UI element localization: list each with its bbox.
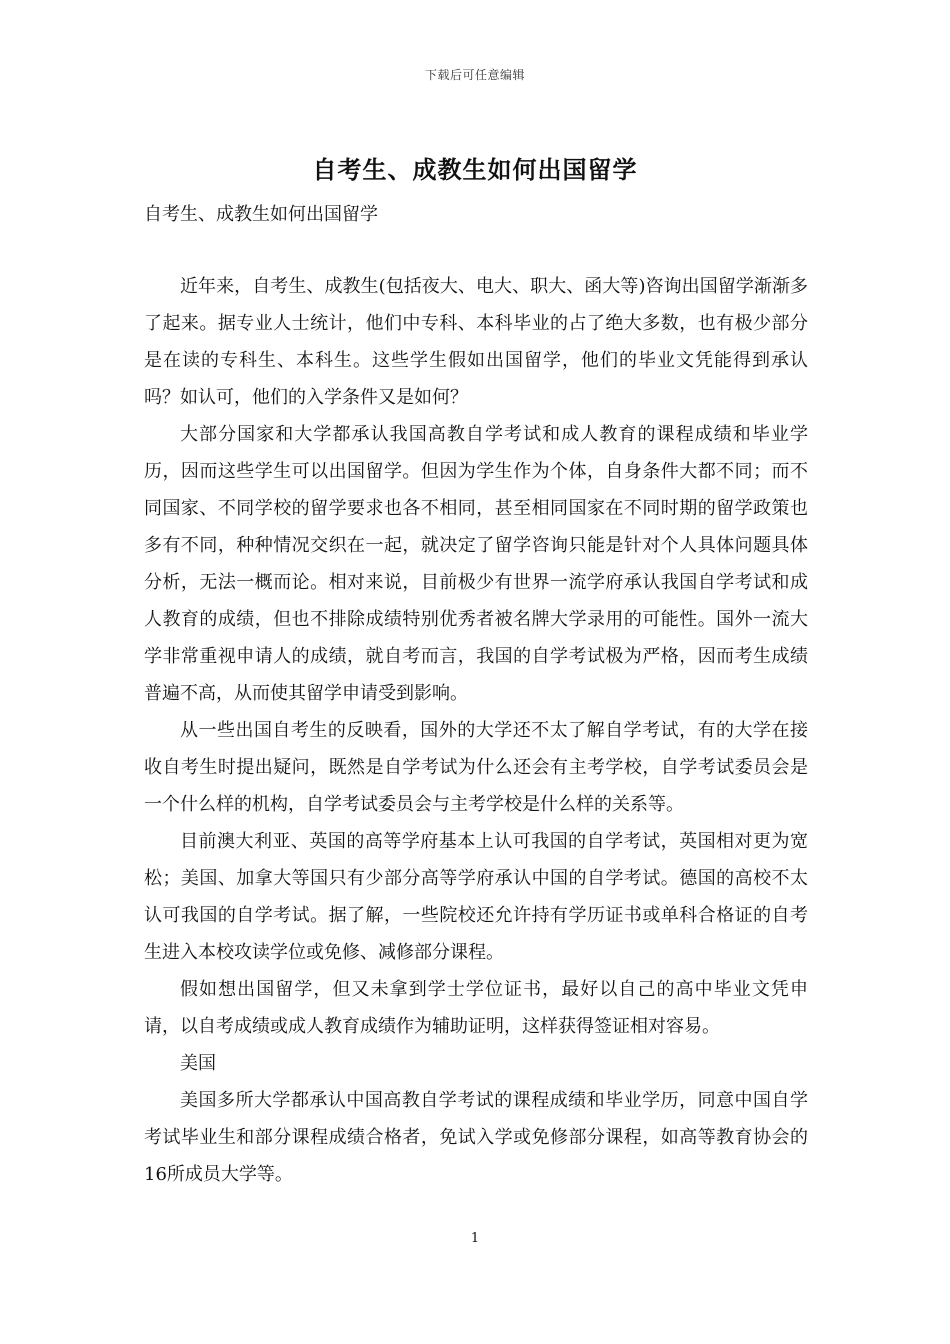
- document-body: [144, 268, 808, 1193]
- document-title: 自考生、成教生如何出国留学: [312, 155, 638, 184]
- paragraph-countries: 目前澳大利亚、英国的高等学府基本上认可我国的自学考试，英国相对更为宽松；美国、加拿大等国只有少部分高等学府承认中国的自学考试。德国的高校不太认可我国的自学考试。据了解，一些院校还允许持有学历证书或单科合格证的自考生进入本校攻读学位或免修、减修部分课程。: [144, 831, 808, 963]
- paragraph-advice: 假如想出国留学，但又未拿到学士学位证书，最好以自己的高中毕业文凭申请，以自考成绩或成人教育成绩作为辅助证明，这样获得签证相对容易。: [144, 979, 808, 1037]
- page-number: 1: [470, 1231, 480, 1246]
- paragraph-usa: 美国多所大学都承认中国高教自学考试的课程成绩和毕业学历，同意中国自学考试毕业生和部分课程成绩合格者，免试入学或免修部分课程，如高等教育协会的16所成员大学等。: [144, 1090, 808, 1185]
- section-heading-usa: 美国: [180, 1053, 216, 1074]
- paragraph-intro: 近年来，自考生、成教生(包括夜大、电大、职大、函大等)咨询出国留学渐渐多了起来。据专业人士统计，他们中专科、本科毕业的占了绝大多数，也有极少部分是在读的专科生、本科生。这些学生假如出国留学，他们的毕业文凭能得到承认吗？如认可，他们的入学条件又是如何？: [144, 276, 808, 408]
- paragraph-feedback: 从一些出国自考生的反映看，国外的大学还不太了解自学考试，有的大学在接收自考生时提出疑问，既然是自学考试为什么还会有主考学校，自学考试委员会是一个什么样的机构，自学考试委员会与主考学校是什么样的关系等。: [144, 720, 808, 815]
- page-header: 下载后可任意编辑: [424, 68, 525, 82]
- document-subtitle: 自考生、成教生如何出国留学: [144, 204, 378, 225]
- paragraph-recognition: 大部分国家和大学都承认我国高教自学考试和成人教育的课程成绩和毕业学历，因而这些学生可以出国留学。但因为学生作为个体，自身条件大都不同；而不同国家、不同学校的留学要求也各不相同，甚至相同国家在不同时期的留学政策也多有不同，种种情况交织在一起，就决定了留学咨询只能是针对个人具体问题具体分析，无法一概而论。相对来说，目前极少有世界一流学府承认我国自学考试和成人教育的成绩，但也不排除成绩特别优秀者被名牌大学录用的可能性。国外一流大学非常重视申请人的成绩，就自考而言，我国的自学考试极为严格，因而考生成绩普遍不高，从而使其留学申请受到影响。: [144, 424, 808, 704]
